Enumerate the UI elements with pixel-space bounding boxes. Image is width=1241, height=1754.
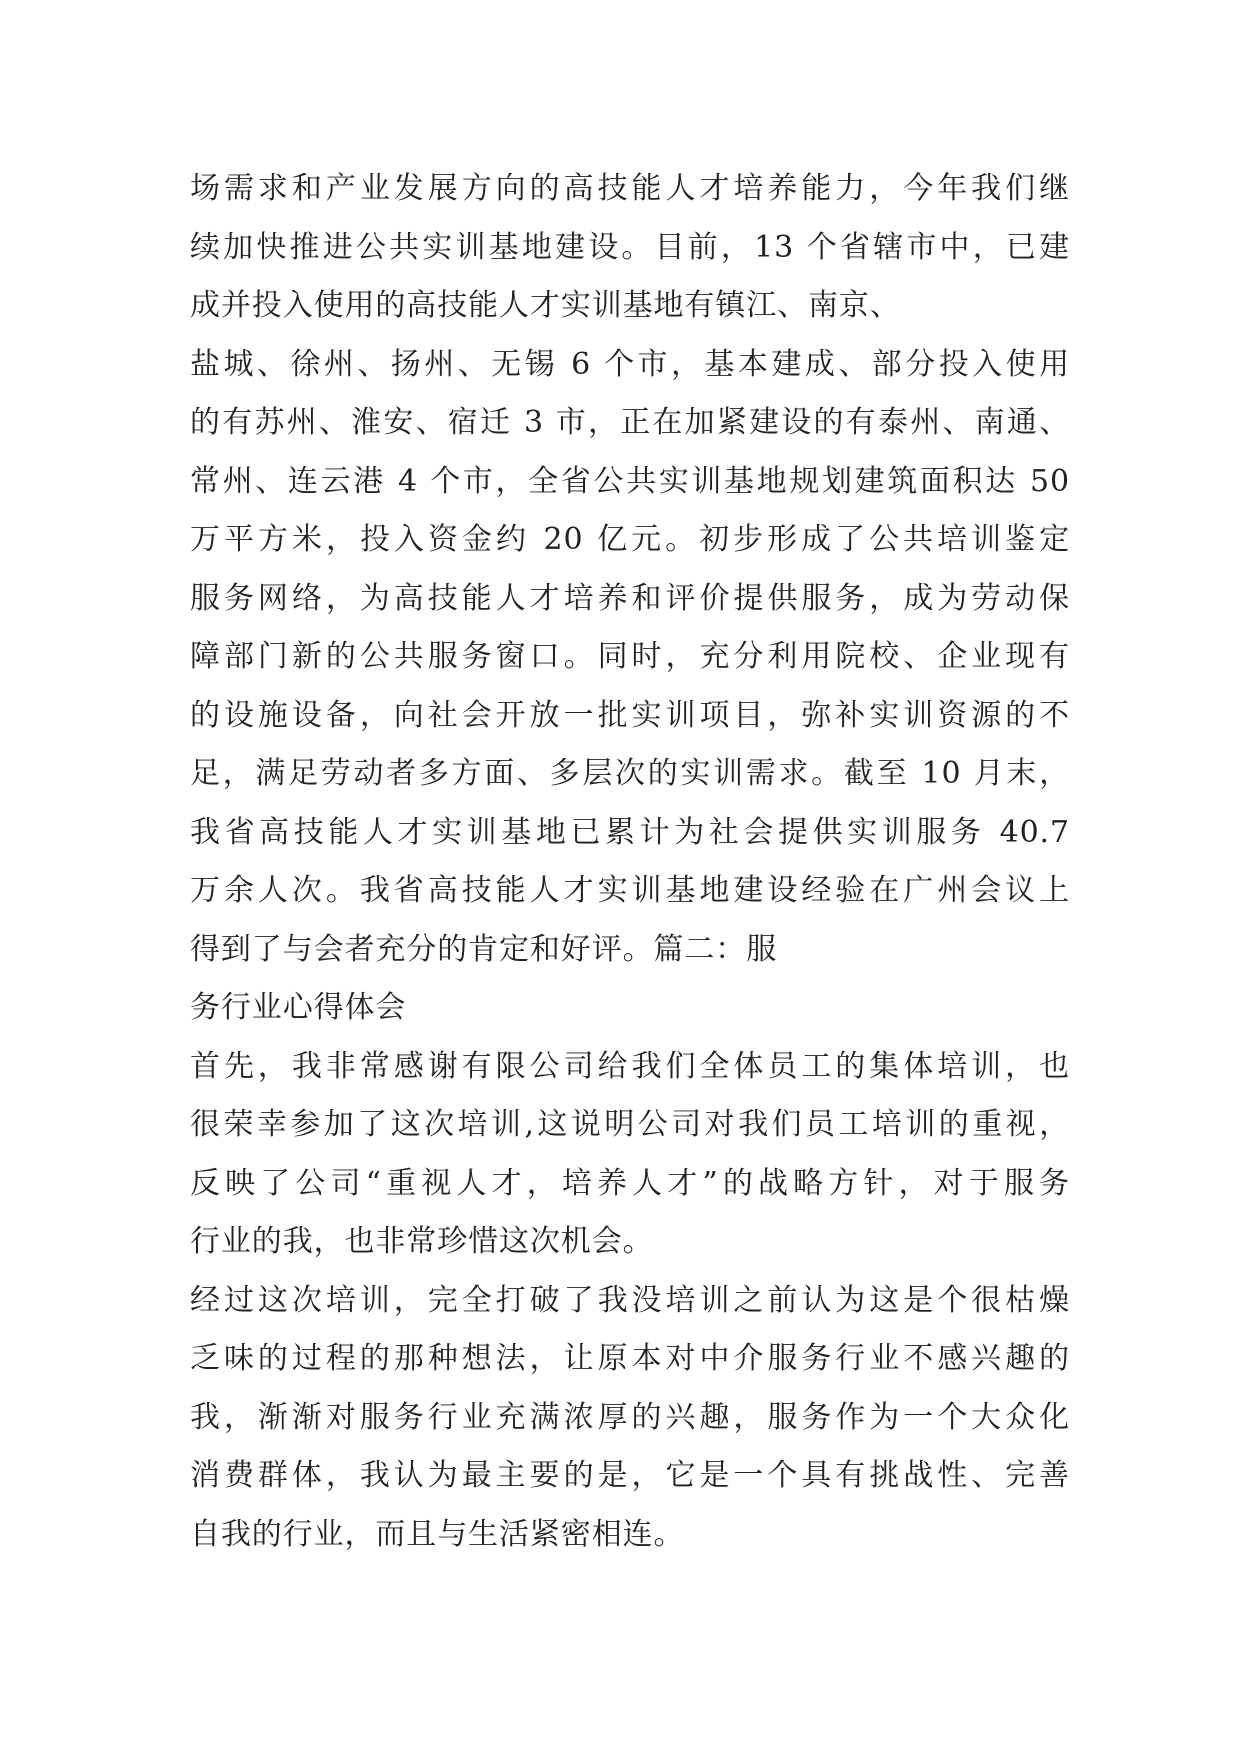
text-line: 的有苏州、淮安、宿迁 3 市，正在加紧建设的有泰州、南通、 (190, 405, 1070, 440)
text-line: 我，渐渐对服务行业充满浓厚的兴趣，服务作为一个大众化 (190, 1399, 1070, 1435)
body-text (190, 160, 1070, 1564)
text-line: 万余人次。我省高技能人才实训基地建设经验在广州会议上 (190, 873, 1070, 908)
text-line: 务行业心得体会 (190, 990, 407, 1025)
text-line: 服务网络，为高技能人才培养和评价提供服务，成为劳动保 (190, 580, 1070, 616)
text-line: 行业的我，也非常珍惜这次机会。 (190, 1224, 654, 1259)
text-line: 反映了公司“重视人才，培养人才”的战略方针，对于服务 (190, 1165, 1070, 1201)
text-line: 乏味的过程的那种想法，让原本对中介服务行业不感兴趣的 (190, 1341, 1070, 1376)
text-line: 障部门新的公共服务窗口。同时，充分利用院校、企业现有 (190, 639, 1070, 674)
text-line: 首先，我非常感谢有限公司给我们全体员工的集体培训，也 (190, 1048, 1070, 1084)
text-line: 足，满足劳动者多方面、多层次的实训需求。截至 10 月末， (190, 756, 1070, 791)
text-line: 得到了与会者充分的肯定和好评。篇二：服 (190, 931, 778, 967)
text-line: 万平方米，投入资金约 20 亿元。初步形成了公共培训鉴定 (190, 522, 1070, 557)
text-line: 我省高技能人才实训基地已累计为社会提供实训服务 40.7 (190, 814, 1070, 850)
text-line: 成并投入使用的高技能人才实训基地有镇江、南京、 (190, 288, 901, 323)
text-line: 消费群体，我认为最主要的是，它是一个具有挑战性、完善 (190, 1458, 1070, 1493)
text-line: 场需求和产业发展方向的高技能人才培养能力，今年我们继 (190, 171, 1070, 206)
text-line: 的设施设备，向社会开放一批实训项目，弥补实训资源的不 (190, 697, 1070, 733)
text-line: 续加快推进公共实训基地建设。目前，13 个省辖市中，已建 (190, 229, 1070, 265)
text-line: 常州、连云港 4 个市，全省公共实训基地规划建筑面积达 50 (190, 463, 1070, 499)
text-line: 自我的行业，而且与生活紧密相连。 (190, 1516, 685, 1552)
text-line: 很荣幸参加了这次培训,这说明公司对我们员工培训的重视， (190, 1107, 1070, 1142)
text-line: 盐城、徐州、扬州、无锡 6 个市，基本建成、部分投入使用 (190, 346, 1070, 382)
text-line: 经过这次培训，完全打破了我没培训之前认为这是个很枯燥 (190, 1282, 1070, 1318)
